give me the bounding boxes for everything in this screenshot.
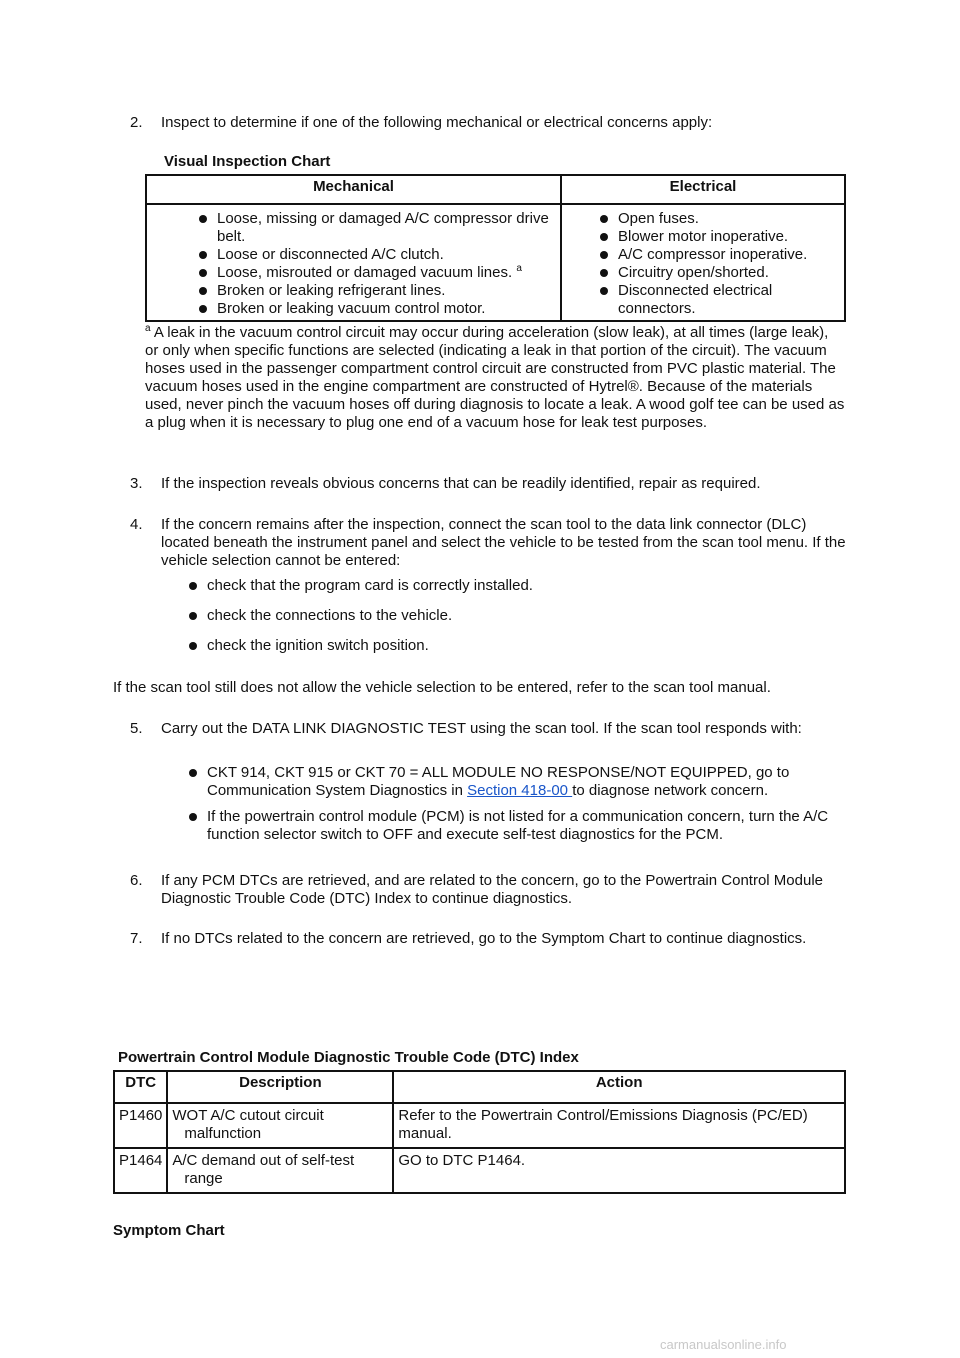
list-item: Loose or disconnected A/C clutch. xyxy=(195,246,550,264)
step-number: 3. xyxy=(130,475,143,492)
bullet-icon xyxy=(189,582,197,590)
visual-chart-caption: Visual Inspection Chart xyxy=(164,153,331,170)
list-item: check the ignition switch position. xyxy=(185,637,850,655)
symptom-chart-heading: Symptom Chart xyxy=(113,1222,225,1239)
step-text: Carry out the DATA LINK DIAGNOSTIC TEST using the scan tool. If the scan tool responds with: xyxy=(161,720,802,737)
note-text: If the scan tool still does not allow the vehicle selection to be entered, refer to the scan tool manual. xyxy=(113,679,771,696)
step-number: 2. xyxy=(130,114,143,131)
step-4-bullets xyxy=(185,577,850,655)
bullet-icon xyxy=(189,813,197,821)
step-text: If any PCM DTCs are retrieved, and are related to the concern, go to the Powertrain Control Module Diagnostic Trouble Code (DTC) Index to continue diagnostics. xyxy=(161,872,823,907)
table-row xyxy=(114,1148,845,1193)
dtc-description: A/C demand out of self-test range xyxy=(167,1148,393,1193)
dtc-action: GO to DTC P1464. xyxy=(393,1148,845,1193)
step-number: 6. xyxy=(130,872,143,889)
dtc-index-caption: Powertrain Control Module Diagnostic Trouble Code (DTC) Index xyxy=(118,1049,579,1066)
step-5 xyxy=(130,720,850,738)
step-3 xyxy=(130,475,850,493)
header-electrical: Electrical xyxy=(561,175,845,204)
step-number: 4. xyxy=(130,516,143,533)
step-4 xyxy=(130,516,850,570)
step-2 xyxy=(130,114,850,132)
header-dtc: DTC xyxy=(114,1071,167,1103)
bullet-icon xyxy=(199,287,207,295)
bullet-icon xyxy=(199,215,207,223)
footnote-text: A leak in the vacuum control circuit may occur during acceleration (slow leak), at all times (large leak), or only when specific functions are selected (indicating a leak in that portion of the circuit). The vacuum hoses used in the passenger compartment control circuit are constructed from PVC plastic material. The vacuum hoses used in the engine compartment are constructed of Hytrel®. Because of the materials used, never pinch the vacuum hoses off during diagnosis to locate a leak. A wood golf tee can be used as a plug when it is necessary to plug one end of a vacuum hose for leak test purposes. xyxy=(145,324,845,431)
bullet-icon xyxy=(600,287,608,295)
step-7 xyxy=(130,930,850,948)
list-item: Loose, misrouted or damaged vacuum lines. $^a$ xyxy=(195,264,550,282)
list-item: A/C compressor inoperative. xyxy=(596,246,838,264)
step-text: If the concern remains after the inspection, connect the scan tool to the data link connector (DLC) located beneath the instrument panel and select the vehicle to be tested from the scan tool menu. If the vehicle selection cannot be entered: xyxy=(161,516,846,569)
step-number: 7. xyxy=(130,930,143,947)
bullet-icon xyxy=(189,642,197,650)
mechanical-cell xyxy=(146,204,561,321)
footnote xyxy=(145,324,845,432)
step-6 xyxy=(130,872,850,908)
header-description: Description xyxy=(167,1071,393,1103)
list-item: check the connections to the vehicle. xyxy=(185,607,850,625)
visual-inspection-table xyxy=(145,174,846,322)
dtc-action: Refer to the Powertrain Control/Emissions Diagnosis (PC/ED) manual. xyxy=(393,1103,845,1148)
list-item: check that the program card is correctly installed. xyxy=(185,577,850,595)
list-item: Disconnected electrical connectors. xyxy=(596,282,838,318)
footnote-mark: a xyxy=(145,323,151,334)
electrical-cell xyxy=(561,204,845,321)
bullet-icon xyxy=(600,233,608,241)
table-row xyxy=(114,1103,845,1148)
header-action: Action xyxy=(393,1071,845,1103)
step-number: 5. xyxy=(130,720,143,737)
dtc-code: P1464 xyxy=(114,1148,167,1193)
list-item: If the powertrain control module (PCM) is not listed for a communication concern, turn the A/C function selector switch to OFF and execute self-test diagnostics for the PCM. xyxy=(185,808,845,844)
step-text: If no DTCs related to the concern are retrieved, go to the Symptom Chart to continue diagnostics. xyxy=(161,930,807,947)
list-item: Circuitry open/shorted. xyxy=(596,264,838,282)
list-item: CKT 914, CKT 915 or CKT 70 = ALL MODULE NO RESPONSE/NOT EQUIPPED, go to Communication System Diagnostics in Section 418-00 to diagnose network concern. xyxy=(185,764,845,800)
bullet-icon xyxy=(189,769,197,777)
list-item: Loose, missing or damaged A/C compressor drive belt. xyxy=(195,210,550,246)
dtc-index-table xyxy=(113,1070,846,1194)
bullet-icon xyxy=(189,612,197,620)
bullet-icon xyxy=(600,215,608,223)
bullet-icon xyxy=(199,269,207,277)
dtc-description: WOT A/C cutout circuit malfunction xyxy=(167,1103,393,1148)
section-418-00-link[interactable]: Section 418-00 xyxy=(467,782,573,799)
watermark: carmanualsonline.info xyxy=(660,1337,787,1352)
list-item: Broken or leaking vacuum control motor. xyxy=(195,300,550,318)
step-text: Inspect to determine if one of the following mechanical or electrical concerns apply: xyxy=(161,114,713,131)
step-text: If the inspection reveals obvious concerns that can be readily identified, repair as required. xyxy=(161,475,761,492)
bullet-icon xyxy=(199,251,207,259)
list-item: Open fuses. xyxy=(596,210,838,228)
dtc-code: P1460 xyxy=(114,1103,167,1148)
list-item: Blower motor inoperative. xyxy=(596,228,838,246)
bullet-icon xyxy=(600,269,608,277)
list-item: Broken or leaking refrigerant lines. xyxy=(195,282,550,300)
bullet-icon xyxy=(600,251,608,259)
bullet-icon xyxy=(199,305,207,313)
footnote-mark: a xyxy=(516,263,522,274)
header-mechanical: Mechanical xyxy=(146,175,561,204)
step-5-bullets xyxy=(185,764,845,844)
